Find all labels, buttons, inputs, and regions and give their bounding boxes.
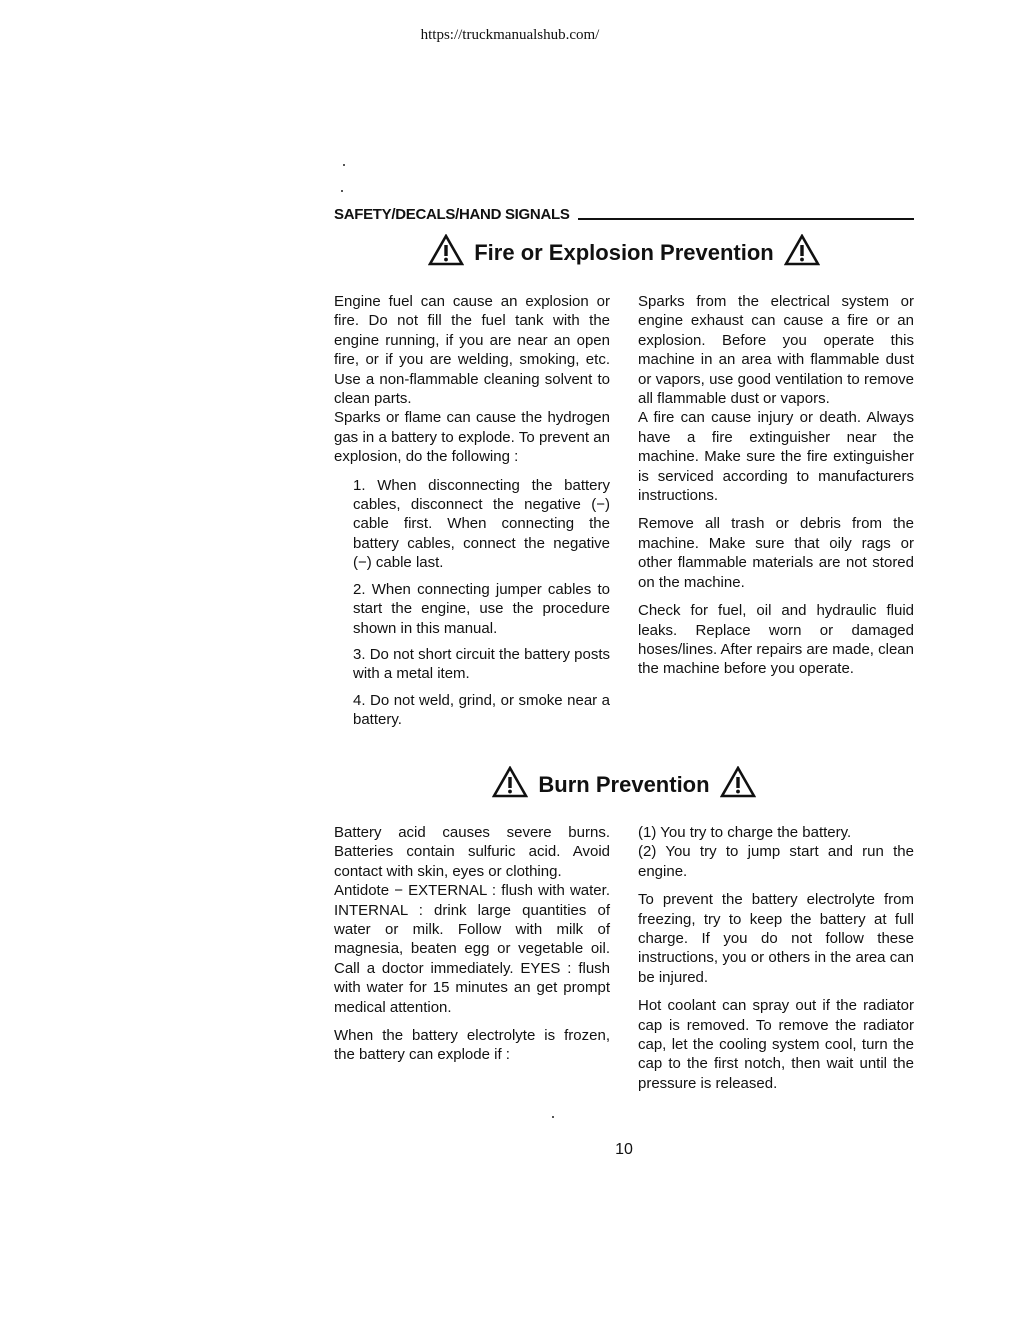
paragraph: Sparks from the electrical system or engine exhaust can cause a fire or an explosion. Before you operate this machine in an area with flammable dust or vapors, use good ventilation to remove all flammable dust or vapors. bbox=[638, 293, 914, 408]
source-url: https://truckmanualshub.com/ bbox=[420, 27, 600, 43]
scan-speck bbox=[341, 190, 343, 192]
paragraph: (2) You try to jump start and run the engine. bbox=[638, 843, 914, 880]
fire-right-column bbox=[638, 292, 914, 679]
page-number: 10 bbox=[615, 1141, 633, 1158]
list-item: 2. When connecting jumper cables to start the engine, use the procedure shown in this manual. bbox=[353, 580, 610, 637]
paragraph: Hot coolant can spray out if the radiator cap is removed. To remove the radiator cap, let the cooling system cool, turn the cap to the first notch, then wait until the pressure is released. bbox=[638, 997, 914, 1092]
fire-heading bbox=[334, 234, 914, 272]
paragraph: Battery acid causes severe burns. Batteries contain sulfuric acid. Avoid contact with skin, eyes or clothing. bbox=[334, 824, 610, 880]
scan-speck bbox=[552, 1116, 554, 1118]
scan-speck bbox=[343, 164, 345, 166]
section-header bbox=[334, 206, 914, 223]
burn-left-column bbox=[334, 823, 610, 1065]
burn-right-column bbox=[638, 823, 914, 1093]
paragraph: Check for fuel, oil and hydraulic fluid leaks. Replace worn or damaged hoses/lines. After repairs are made, clean the machine before you operate. bbox=[638, 602, 914, 678]
paragraph: Sparks or flame can cause the hydrogen gas in a battery to explode. To prevent an explosion, do the following : bbox=[334, 409, 610, 466]
paragraph: To prevent the battery electrolyte from freezing, try to keep the battery at full charge. If you do not follow these instructions, you or others in the area can be injured. bbox=[638, 891, 914, 986]
paragraph: When the battery electrolyte is frozen, the battery can explode if : bbox=[334, 1027, 610, 1064]
warning-triangle-icon bbox=[492, 766, 528, 804]
burn-title: Burn Prevention bbox=[538, 772, 710, 797]
burn-heading bbox=[334, 766, 914, 804]
warning-triangle-icon bbox=[428, 234, 464, 272]
fire-left-column bbox=[334, 292, 610, 737]
paragraph: Remove all trash or debris from the machine. Make sure that oily rags or other flammable materials are not stored on the machine. bbox=[638, 515, 914, 591]
list-item: 1. When disconnecting the battery cables, disconnect the negative (−) cable first. When connecting the battery cables, connect the negative (−) cable last. bbox=[353, 476, 610, 572]
fire-title: Fire or Explosion Prevention bbox=[474, 240, 774, 265]
paragraph: A fire can cause injury or death. Always have a fire extinguisher near the machine. Make sure the fire extinguisher is serviced according to manufacturers instructions. bbox=[638, 409, 914, 505]
battery-steps-list bbox=[353, 476, 610, 730]
warning-triangle-icon bbox=[784, 234, 820, 272]
list-item: 4. Do not weld, grind, or smoke near a battery. bbox=[353, 691, 610, 729]
list-item: 3. Do not short circuit the battery posts with a metal item. bbox=[353, 645, 610, 683]
paragraph: Antidote − EXTERNAL : flush with water. INTERNAL : drink large quantities of water or milk. Follow with milk of magnesia, beaten egg or vegetable oil. Call a doctor immediately. EYES : flush with water for 15 minutes an get prompt medical attention. bbox=[334, 882, 610, 1016]
paragraph: (1) You try to charge the battery. bbox=[638, 824, 852, 841]
paragraph: Engine fuel can cause an explosion or fire. Do not fill the fuel tank with the engine running, if you are near an open fire, or if you are welding, smoking, etc. Use a non-flammable cleaning solvent to clean parts. bbox=[334, 293, 610, 408]
section-title: SAFETY/DECALS/HAND SIGNALS bbox=[334, 206, 570, 223]
warning-triangle-icon bbox=[720, 766, 756, 804]
section-rule bbox=[578, 218, 914, 220]
